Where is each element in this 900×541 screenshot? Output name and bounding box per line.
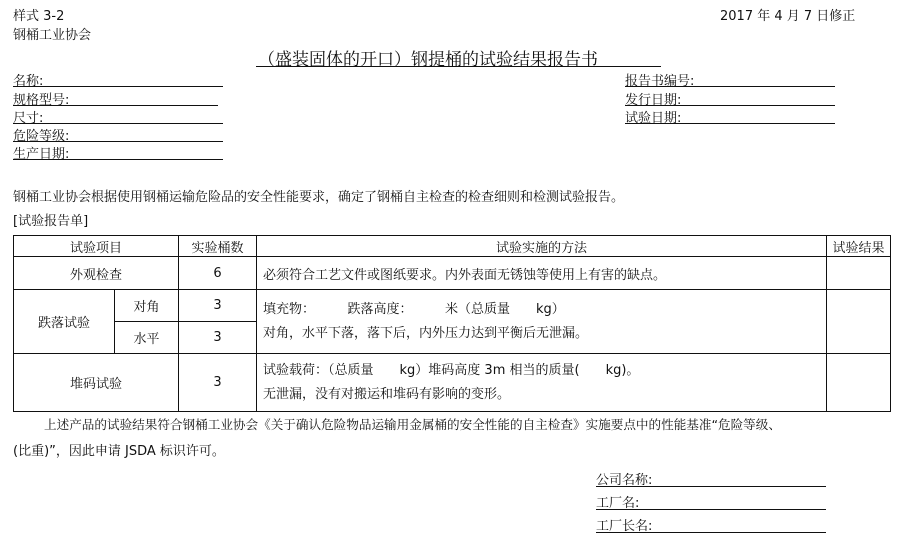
field-test-date-line[interactable] [625, 123, 835, 124]
header-count: 实验桶数 [179, 236, 257, 257]
drop-method-line1: 填充物： 跌落高度： 米（总质量 kg） [263, 301, 565, 317]
field-model-line[interactable] [13, 105, 218, 106]
field-report-no-line[interactable] [625, 86, 835, 87]
test-report-table [13, 235, 891, 412]
field-test-date-label: 试验日期: [625, 111, 682, 126]
conclusion-line2: (比重)”，因此申请 JSDA 标识许可。 [13, 444, 225, 459]
stack-method [257, 354, 827, 412]
stack-count: 3 [179, 354, 257, 412]
issuing-org: 钢桶工业协会 [13, 28, 92, 43]
field-issue-date-label: 发行日期: [625, 93, 682, 108]
table-row-stack [14, 354, 891, 412]
field-issue-date-line[interactable] [625, 105, 835, 106]
stack-method-line2: 无泄漏，没有对搬运和堆码有影响的变形。 [263, 386, 511, 402]
drop-sub-diagonal: 对角 [115, 290, 179, 322]
signature-manager-line[interactable] [596, 532, 826, 533]
field-name-label: 名称: [13, 74, 44, 89]
header-result: 试验结果 [827, 236, 891, 257]
stack-method-line1: 试验载荷：（总质量 kg）堆码高度 3m 相当的质量( kg)。 [263, 362, 640, 378]
stack-result[interactable] [827, 354, 891, 412]
table-header-row [14, 236, 891, 257]
header-method: 试验实施的方法 [257, 236, 827, 257]
field-hazard-label: 危险等级: [13, 129, 70, 144]
section-label: [试验报告单] [13, 214, 89, 229]
drop-sub-horizontal: 水平 [115, 322, 179, 354]
field-production-date-line[interactable] [13, 159, 223, 160]
drop-method-line2: 对角，水平下落，落下后，内外压力达到平衡后无泄漏。 [263, 325, 589, 341]
page-title: （盛装固体的开口）钢提桶的试验结果报告书 [258, 50, 598, 70]
field-name-line[interactable] [13, 86, 223, 87]
field-size-label: 尺寸: [13, 111, 44, 126]
table-row-drop-diagonal [14, 290, 891, 322]
appearance-result[interactable] [827, 257, 891, 290]
drop-item: 跌落试验 [14, 290, 115, 354]
field-report-no-label: 报告书编号: [625, 74, 695, 89]
appearance-count: 6 [179, 257, 257, 290]
field-size-line[interactable] [13, 123, 223, 124]
form-number: 样式 3-2 [13, 9, 65, 24]
table-row-appearance [14, 257, 891, 290]
field-model-label: 规格型号: [13, 93, 70, 108]
intro-text: 钢桶工业协会根据使用钢桶运输危险品的安全性能要求，确定了钢桶自主检查的检查细则和检测试验报告。 [13, 190, 625, 205]
appearance-method: 必须符合工艺文件或图纸要求。内外表面无锈蚀等使用上有害的缺点。 [257, 257, 827, 290]
drop-method [257, 290, 827, 354]
field-production-date-label: 生产日期: [13, 147, 70, 162]
header-test-item: 试验项目 [14, 236, 179, 257]
title-underline [256, 66, 661, 67]
drop-result[interactable] [827, 290, 891, 354]
signature-factory-label: 工厂名: [596, 496, 640, 511]
field-hazard-line[interactable] [13, 141, 223, 142]
appearance-item: 外观检查 [14, 257, 179, 290]
drop-diagonal-count: 3 [179, 290, 257, 322]
drop-horizontal-count: 3 [179, 322, 257, 354]
signature-manager-label: 工厂长名: [596, 519, 653, 534]
stack-item: 堆码试验 [14, 354, 179, 412]
revision-date: 2017 年 4 月 7 日修正 [720, 9, 856, 24]
signature-company-line[interactable] [596, 486, 826, 487]
signature-company-label: 公司名称: [596, 473, 653, 488]
signature-factory-line[interactable] [596, 509, 826, 510]
conclusion-line1: 上述产品的试验结果符合钢桶工业协会《关于确认危险物品运输用金属桶的安全性能的自主检查》实施要点中的性能基准“危险等级、 [44, 417, 781, 432]
